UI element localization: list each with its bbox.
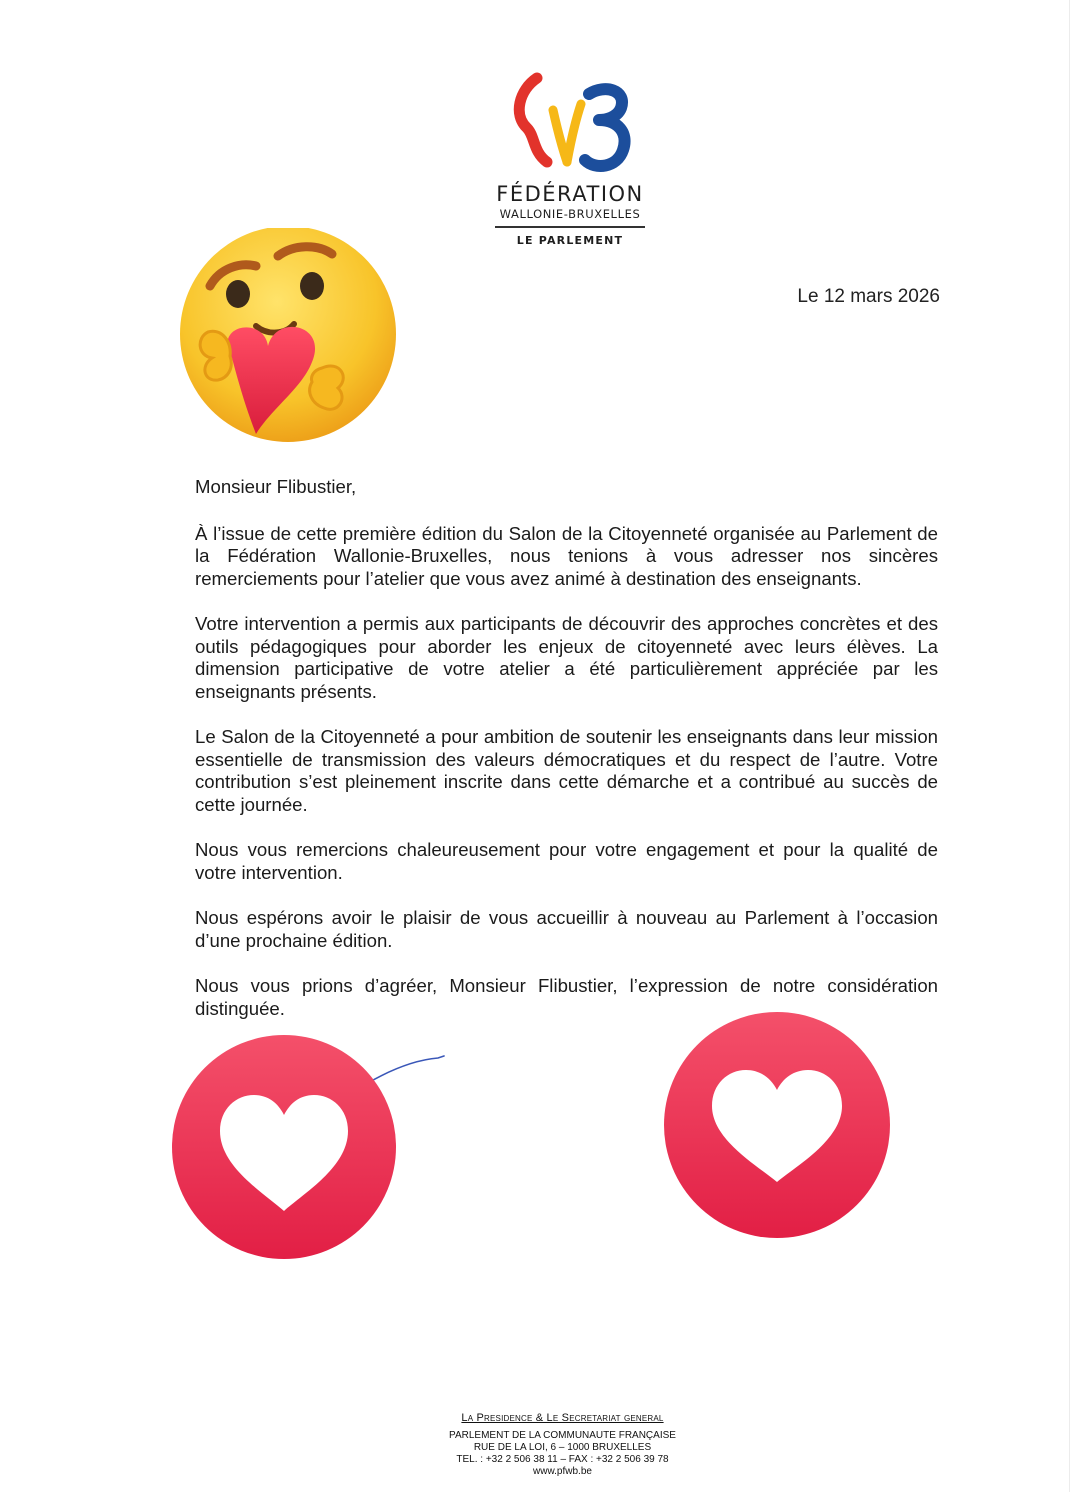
logo-parliament: LE PARLEMENT [516, 233, 624, 247]
fwb-logo-mark-icon [505, 70, 635, 180]
fwb-logo [480, 70, 660, 247]
paragraph: Votre intervention a permis aux participants de découvrir des approches concrètes et des outils pédagogiques pour aborder les enjeux de citoyenneté avec leurs élèves. La dimension participative de votre atelier a été particulièrement appréciée par les enseignants présents. [195, 613, 938, 702]
heart-reaction-icon [664, 1012, 890, 1238]
page-edge [1069, 0, 1070, 1492]
paragraph: Nous espérons avoir le plaisir de vous accueillir à nouveau au Parlement à l’occasion d’une prochaine édition. [195, 907, 938, 951]
footer-line: PARLEMENT DE LA COMMUNAUTE FRANÇAISE [449, 1430, 676, 1441]
logo-subtitle: WALLONIE-BRUXELLES [499, 207, 641, 221]
footer-title: La Presidence & Le Secretariat general [461, 1412, 664, 1424]
heart-reaction-icon [172, 1035, 396, 1259]
footer-line: RUE DE LA LOI, 6 – 1000 BRUXELLES [473, 1442, 652, 1453]
letter-date: Le 12 mars 2026 [797, 286, 940, 307]
salutation: Monsieur Flibustier, [195, 476, 357, 497]
care-emoji-icon [172, 228, 404, 448]
paragraph: Nous vous remercions chaleureusement pour votre engagement et pour la qualité de votre intervention. [195, 839, 938, 883]
footer-line: TEL. : +32 2 506 38 11 – FAX : +32 2 506 39 78 [456, 1454, 669, 1465]
footer-website: www.pfwb.be [533, 1466, 592, 1477]
closing-paragraph: Nous vous prions d’agréer, Monsieur Flibustier, l’expression de notre considération distinguée. [195, 975, 938, 1019]
letter-footer [380, 1412, 745, 1478]
logo-divider [495, 226, 645, 228]
paragraph: À l’issue de cette première édition du Salon de la Citoyenneté organisée au Parlement de la Fédération Wallonie-Bruxelles, nous tenions à vous adresser nos sincères remerciements pour l’atelier que vous avez animé à destination des enseignants. [195, 522, 938, 589]
letter-body [195, 476, 938, 1043]
logo-title: FÉDÉRATION [496, 182, 644, 206]
paragraph: Le Salon de la Citoyenneté a pour ambition de soutenir les enseignants dans leur mission essentielle de transmission des valeurs démocratiques et du respect de l’autre. Votre contribution s’est pleinement inscrite dans cette démarche et a contribué au succès de cette journée. [195, 726, 938, 815]
